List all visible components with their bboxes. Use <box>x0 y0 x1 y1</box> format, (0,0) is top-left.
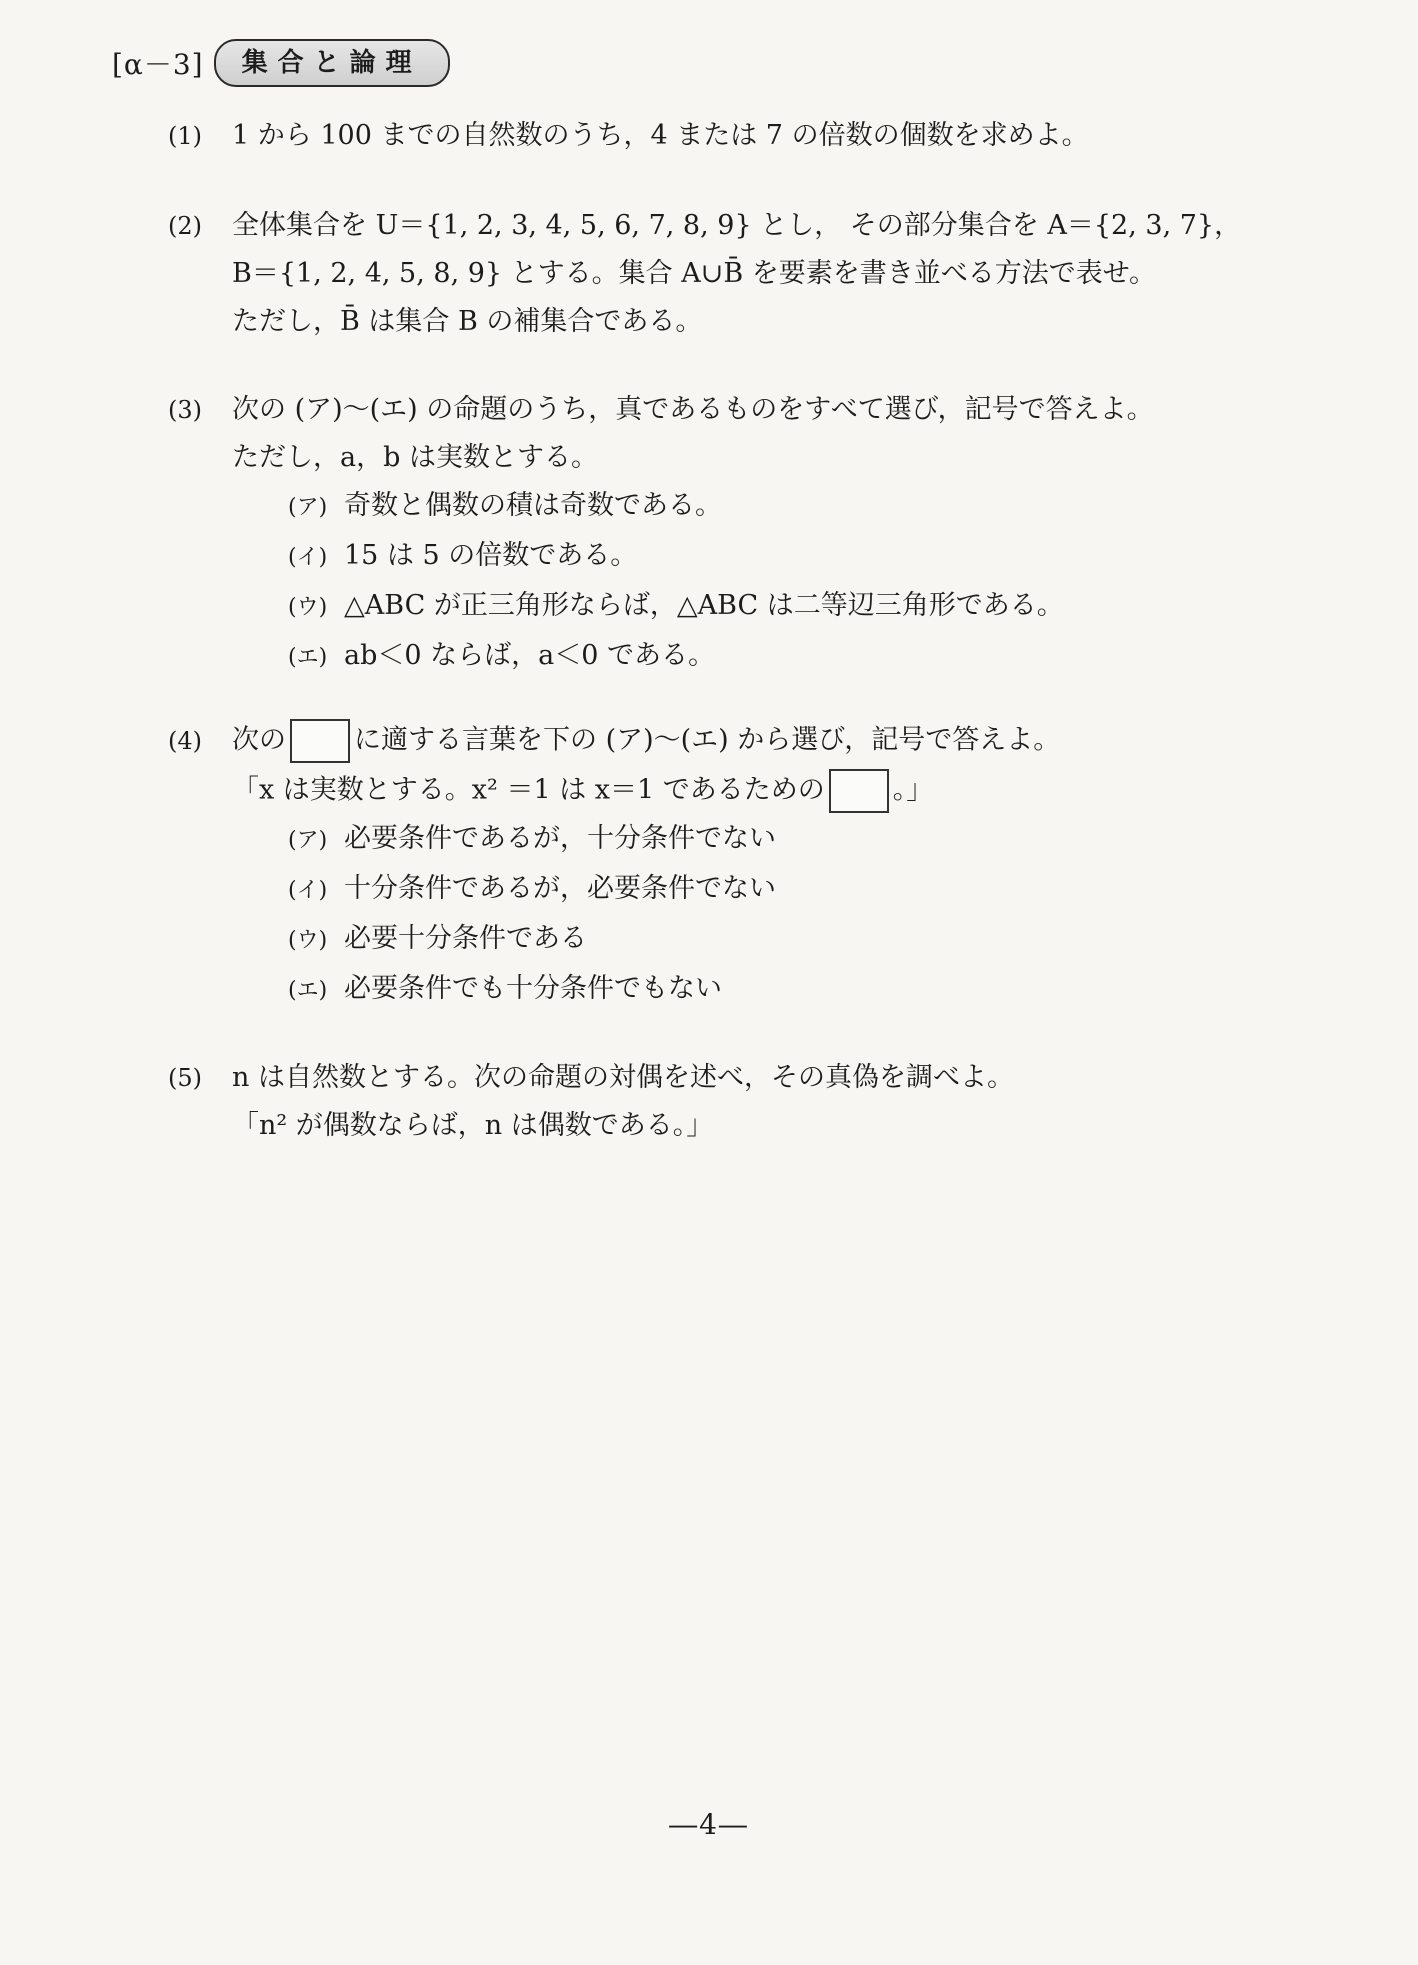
statement-text-part: 「x は実数とする。x² ＝1 は x＝1 であるための <box>232 774 825 806</box>
option-d <box>288 638 715 676</box>
problem-number: (4) <box>168 727 202 755</box>
problem-text-part: に適する言葉を下の (ア)～(エ) から選び，記号で答えよ。 <box>354 724 1061 756</box>
option-label: (ア) <box>288 495 328 520</box>
option-text: 必要十分条件である <box>344 923 587 954</box>
option-label: (イ) <box>288 878 328 903</box>
option-text: 十分条件であるが，必要条件でない <box>344 873 776 904</box>
problem-number: (2) <box>168 212 202 240</box>
section-header <box>112 40 450 86</box>
problem-text: B＝{1, 2, 4, 5, 8, 9} とする。集合 A∪B̄ を要素を書き並べる方法で表せ。 <box>232 258 1156 289</box>
statement-text-part: 。」 <box>892 774 934 806</box>
problem-number: (1) <box>168 122 202 150</box>
option-c <box>288 588 1064 626</box>
section-code: [α－3] <box>112 48 204 81</box>
option-text: 奇数と偶数の積は奇数である。 <box>344 490 722 521</box>
option-b <box>288 871 776 909</box>
problem-text: 1 から 100 までの自然数のうち，4 または 7 の倍数の個数を求めよ。 <box>232 120 1089 151</box>
option-b <box>288 538 637 576</box>
option-label: (エ) <box>288 978 328 1003</box>
problem-statement: 「n² が偶数ならば，n は偶数である。」 <box>232 1110 714 1141</box>
problem-number: (5) <box>168 1064 202 1092</box>
problem-number: (3) <box>168 396 202 424</box>
problem-text: ただし，B̄ は集合 B の補集合である。 <box>232 306 703 337</box>
option-a <box>288 488 722 526</box>
problem-statement <box>232 769 933 813</box>
problem-text: 次の (ア)～(エ) の命題のうち，真であるものをすべて選び，記号で答えよ。 <box>232 394 1154 425</box>
section-title-badge: 集合と論理 <box>214 39 450 87</box>
option-label: (エ) <box>288 645 328 670</box>
option-label: (ア) <box>288 828 328 853</box>
problem-text <box>232 719 1060 763</box>
option-text: 必要条件であるが，十分条件でない <box>344 823 776 854</box>
answer-blank[interactable] <box>829 769 889 813</box>
option-text: 15 は 5 の倍数である。 <box>344 540 638 571</box>
answer-blank[interactable] <box>290 719 350 763</box>
page-number: ―4― <box>669 1808 749 1841</box>
problem-text: ただし，a，b は実数とする。 <box>232 442 598 473</box>
problem-text-part: 次の <box>232 724 286 756</box>
option-text: △ABC が正三角形ならば，△ABC は二等辺三角形である。 <box>344 590 1064 621</box>
option-d <box>288 971 722 1009</box>
option-c <box>288 921 587 959</box>
option-a <box>288 821 776 859</box>
option-text: 必要条件でも十分条件でもない <box>344 973 722 1004</box>
option-label: (ウ) <box>288 595 328 620</box>
option-label: (ウ) <box>288 928 328 953</box>
problem-text: n は自然数とする。次の命題の対偶を述べ，その真偽を調べよ。 <box>232 1062 1014 1093</box>
problem-text: 全体集合を U＝{1, 2, 3, 4, 5, 6, 7, 8, 9} とし， その部分集合を A＝{2, 3, 7}， <box>232 210 1242 241</box>
option-text: ab＜0 ならば，a＜0 である。 <box>344 640 715 671</box>
option-label: (イ) <box>288 545 328 570</box>
